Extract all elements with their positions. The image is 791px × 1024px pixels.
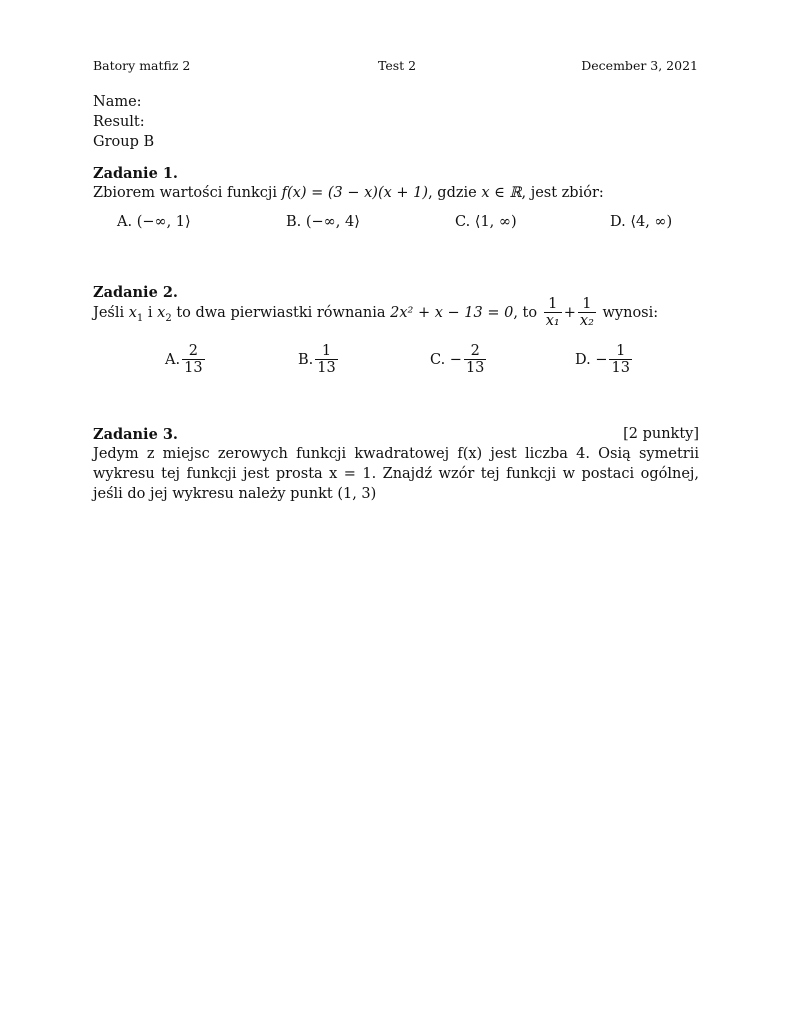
result-label: Result: bbox=[93, 114, 145, 130]
task-2-text: Jeśli $x_1$ i $x_2$ to dwa pierwiastki równania 2x² + x − 13 = 0, to $\frac{1}{\text{x₁}}$ + $\frac{1}{\text{x₂}}$ wynosi: bbox=[93, 296, 659, 329]
task-2-equation: 2x² + x − 13 = 0 bbox=[390, 305, 514, 321]
task-2 bbox=[93, 284, 699, 336]
task-1-formula: f(x) = (3 − x)(x + 1) bbox=[281, 185, 429, 201]
task-3-text: Jedym z miejsc zerowych funkcji kwadratowej f(x) jest liczba 4. Osią symetrii wykresu tej funkcji jest prosta x = 1. Znajdź wzór tej funkcji w postaci ogólnej, jeśli do jej wykresu należy punkt (1, 3) bbox=[93, 446, 699, 502]
header-test-title: Test 2 bbox=[378, 58, 417, 73]
task-2-option-c: C. − $\frac{2}{13}$ bbox=[430, 343, 485, 376]
task-2-option-d: D. − $\frac{1}{13}$ bbox=[575, 343, 630, 376]
task-1-domain: x ∈ ℝ bbox=[481, 185, 522, 201]
task-1-title: Zadanie 1. bbox=[93, 165, 178, 182]
task-1-option-a: A. (−∞, 1⟩ bbox=[117, 214, 191, 230]
header-date: December 3, 2021 bbox=[581, 58, 698, 73]
student-info bbox=[93, 92, 154, 152]
task-2-option-a: A. $\frac{2}{13}$ bbox=[165, 343, 203, 376]
task-2-fraction-2: $\frac{1}{\text{x₂}}$ bbox=[579, 296, 594, 329]
task-1-text: Zbiorem wartości funkcji f(x) = (3 − x)(x + 1), gdzie x ∈ ℝ, jest zbiór: bbox=[93, 185, 604, 201]
task-2-option-b: B. $\frac{1}{13}$ bbox=[298, 343, 336, 376]
task-3 bbox=[93, 426, 699, 504]
task-1-option-b: B. (−∞, 4⟩ bbox=[286, 214, 360, 230]
task-2-title: Zadanie 2. bbox=[93, 284, 178, 301]
group-label: Group B bbox=[93, 134, 155, 150]
task-2-fraction-1: $\frac{1}{\text{x₁}}$ bbox=[545, 296, 560, 329]
task-1 bbox=[93, 165, 699, 203]
task-1-option-c: C. ⟨1, ∞) bbox=[455, 214, 517, 230]
task-3-title: Zadanie 3. bbox=[93, 426, 178, 443]
name-label: Name: bbox=[93, 94, 142, 110]
header-course: Batory matfiz 2 bbox=[93, 58, 191, 73]
task-3-points: [2 punkty] bbox=[623, 426, 699, 442]
task-1-option-d: D. ⟨4, ∞) bbox=[610, 214, 673, 230]
